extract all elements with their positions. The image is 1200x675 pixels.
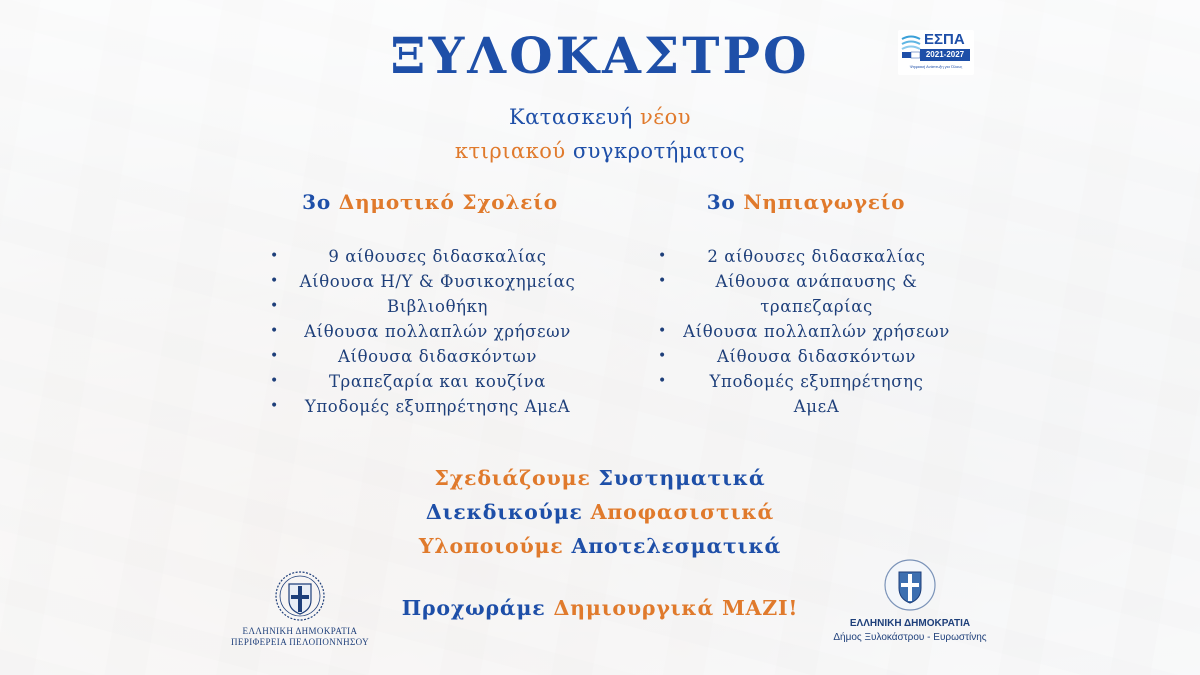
bullet-dot-icon: • [658,248,667,264]
list-item-text: Υποδομές εξυπηρέτησης [709,372,924,391]
closing-verb: Προχωράμε [401,596,546,620]
subtitle-word: συγκροτήματος [572,139,746,163]
list-item-text: ΑμεΑ [793,397,840,416]
list-item-text: Αίθουσα διδασκόντων [717,347,916,366]
bullet-dot-icon: • [658,373,667,389]
bullet-dot-icon: • [270,398,279,414]
bullet-dot-icon: • [658,273,667,289]
slogan-adverb: Συστηματικά [598,466,766,490]
espa-logo-icon [900,34,922,60]
greek-emblem-icon [274,570,326,622]
list-item [658,269,963,294]
slogan-line [0,500,1200,524]
subtitle-word-accent: νέου [639,105,692,129]
bullet-dot-icon: • [658,323,667,339]
list-item [658,369,963,394]
list-item-text: τραπεζαρίας [760,297,873,316]
slogan-adverb: Αποφασιστικά [590,500,775,524]
list-item-text: 9 αίθουσες διδασκαλίας [328,247,547,266]
list-item [270,319,595,344]
list-item-text: Αίθουσα Η/Υ & Φυσικοχημείας [299,272,576,291]
subtitle-word-accent: κτιριακού [454,139,566,163]
bullet-dot-icon: • [270,298,279,314]
municipality-logo-line1: ΕΛΛΗΝΙΚΗ ΔΗΜΟΚΡΑΤΙΑ [849,618,971,629]
list-item [270,269,595,294]
espa-brand: ΕΣΠΑ [924,31,965,48]
list-item-continuation [658,294,963,319]
list-item-text: Υποδομές εξυπηρέτησης ΑμεΑ [304,397,571,416]
espa-years: 2021-2027 [920,49,970,61]
subtitle [0,100,1200,168]
municipality-logo-line2: Δήμος Ξυλοκάστρου - Ευρωστίνης [833,632,987,643]
subtitle-word: Κατασκευή [508,105,633,129]
list-item [658,319,963,344]
list-item-text: Αίθουσα ανάπαυσης & [715,272,918,291]
closing-slogan [0,596,1200,620]
list-item [658,344,963,369]
list-item [270,294,595,319]
slogan-verb: Υλοποιούμε [418,534,564,558]
closing-adverb: Δημιουργικά ΜΑΖΙ! [553,596,799,620]
list-item-text: Τραπεζαρία και κουζίνα [328,372,547,391]
bullet-dot-icon: • [270,348,279,364]
list-item [270,394,595,419]
espa-logo [898,30,974,75]
school-facilities-list [270,244,595,419]
list-item [270,244,595,269]
school-heading-name: Δημοτικό Σχολείο [338,190,558,214]
list-item [270,344,595,369]
slogan-line [0,466,1200,490]
list-item-text: Αίθουσα πολλαπλών χρήσεων [683,322,950,341]
bullet-dot-icon: • [270,248,279,264]
school-heading-number: 3ο [302,190,331,214]
kindergarten-facilities-list [658,244,963,419]
region-logo-line2: ΠΕΡΙΦΕΡΕΙΑ ΠΕΛΟΠΟΝΝΗΣΟΥ [231,637,369,647]
list-item-continuation [658,394,963,419]
region-logo [220,570,380,648]
slogan-verb: Διεκδικούμε [425,500,583,524]
list-item [270,369,595,394]
slogan-line [0,534,1200,558]
greek-emblem-icon [883,558,937,612]
school-heading [270,190,590,214]
slogan-adverb: Αποτελεσματικά [571,534,782,558]
slogan-verb: Σχεδιάζουμε [434,466,591,490]
kindergarten-heading [656,190,956,214]
bullet-dot-icon: • [270,373,279,389]
list-item-text: Αίθουσα πολλαπλών χρήσεων [304,322,571,341]
list-item-text: Βιβλιοθήκη [386,297,488,316]
kindergarten-heading-name: Νηπιαγωγείο [743,190,906,214]
list-item-text: Αίθουσα διδασκόντων [338,347,537,366]
bullet-dot-icon: • [270,273,279,289]
bullet-dot-icon: • [658,348,667,364]
region-logo-line1: ΕΛΛΗΝΙΚΗ ΔΗΜΟΚΡΑΤΙΑ [242,626,358,636]
espa-tagline: Ψηφιακή Ανάπτυξη για Όλους [909,64,963,69]
list-item-text: 2 αίθουσες διδασκαλίας [707,247,926,266]
kindergarten-heading-number: 3ο [706,190,736,214]
page-title: ΞΥΛΟΚΑΣΤΡΟ [390,26,810,85]
list-item [658,244,963,269]
municipality-logo [810,558,1010,643]
bullet-dot-icon: • [270,323,279,339]
